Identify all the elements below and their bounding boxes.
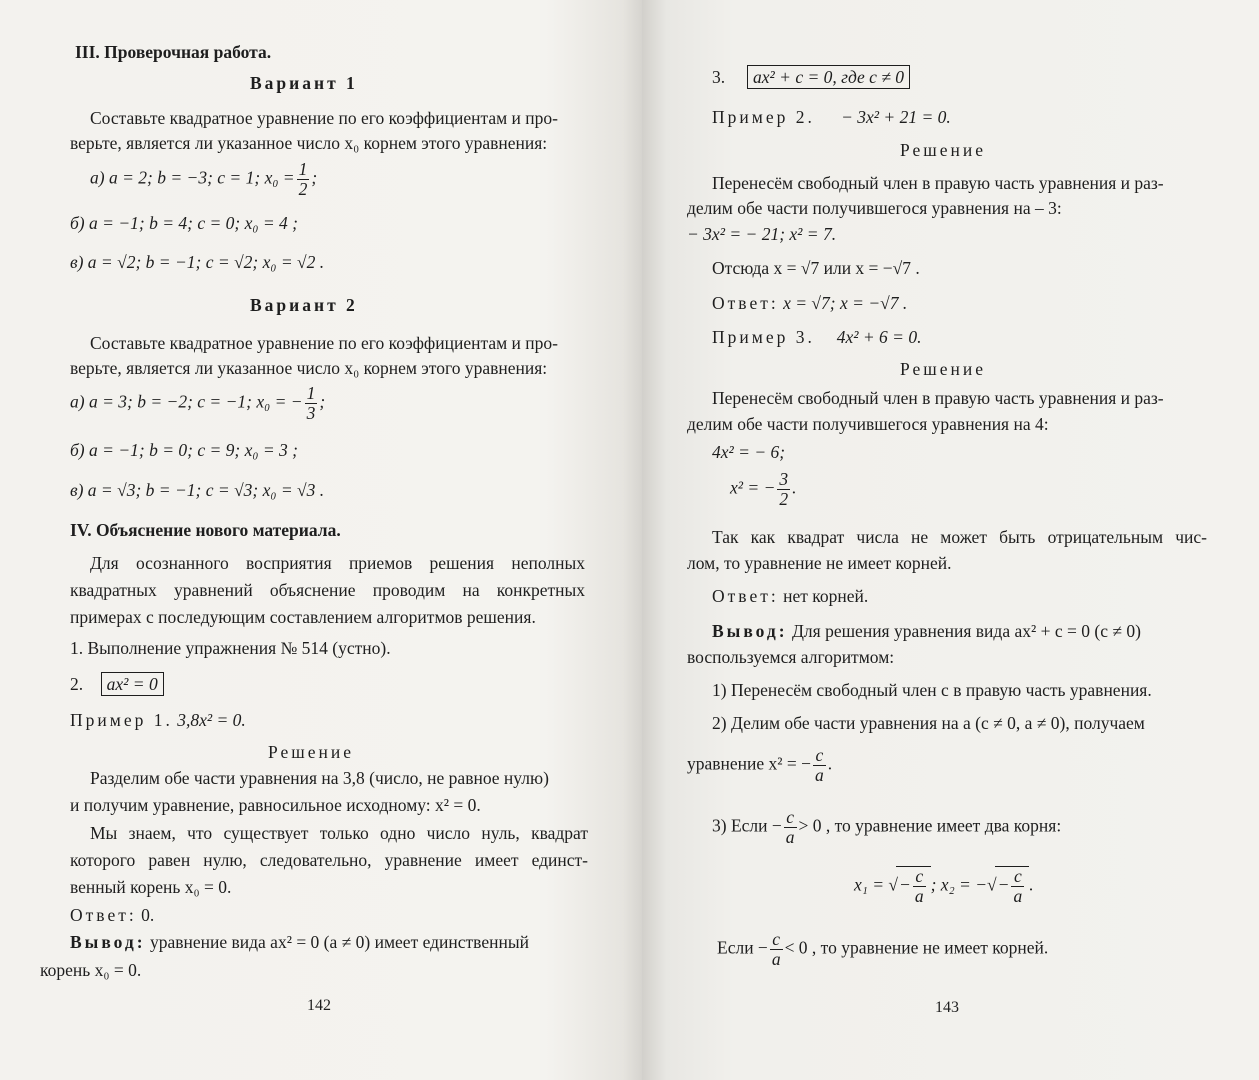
task-text: верьте, является ли указанное число x₀ корнем этого уравнения: <box>70 358 548 378</box>
equation-text: x² = − <box>730 477 776 498</box>
section-title: IV. Объяснение нового материала. <box>70 520 341 540</box>
task-item: в) a = √3; b = −1; c = √3; x₀ = √3 . <box>70 480 325 500</box>
sqrt-sign: √ <box>987 874 997 895</box>
radicand: − $\frac{c}{a}$ <box>995 866 1030 906</box>
section-title: III. Проверочная работа. <box>75 42 272 62</box>
roots-formula <box>854 866 1034 906</box>
variant-title: Вариант 1 <box>250 73 358 93</box>
denominator: a <box>815 765 824 785</box>
equation: Отсюда x = √7 или x = −√7 . <box>712 258 920 278</box>
algorithm-step <box>712 808 1061 847</box>
equation: − 3x² = − 21; x² = 7. <box>687 224 837 244</box>
example-label: Пример 1. <box>70 710 173 730</box>
denominator: a <box>1013 886 1023 906</box>
step-number: 2. <box>70 674 84 694</box>
numerator: c <box>813 746 826 766</box>
conclusion-text: воспользуемся алгоритмом: <box>687 647 895 667</box>
numerator: c <box>913 867 926 887</box>
page-number: 142 <box>307 997 331 1014</box>
condition-text: Если − <box>717 937 768 958</box>
answer-value: x = √7; x = −√7 . <box>783 293 908 313</box>
fraction <box>777 470 790 509</box>
answer <box>712 585 868 607</box>
paragraph-line: и получим уравнение, равносильное исходному: x² = 0. <box>70 795 481 815</box>
fraction <box>297 160 310 199</box>
paragraph-line: Мы знаем, что существует только одно число нуль, квадрат <box>90 823 588 843</box>
answer-value: 0. <box>141 905 155 925</box>
task-item: б) a = −1; b = 0; c = 9; x₀ = 3 ; <box>70 440 298 460</box>
example-label: Пример 3. <box>712 327 815 347</box>
numerator: 3 <box>779 469 789 489</box>
denominator: a <box>914 886 924 906</box>
condition-text: 3) Если − <box>712 815 782 836</box>
conclusion <box>712 620 1141 642</box>
example-equation: 4x² + 6 = 0. <box>836 327 922 347</box>
item-expression: а) a = 3; b = −2; c = −1; x₀ = − <box>70 391 303 412</box>
variant-title: Вариант 2 <box>250 295 358 315</box>
example-equation: 3,8x² = 0. <box>177 710 246 730</box>
paragraph-line: Так как квадрат числа не может быть отрицательным чис- <box>712 527 1207 547</box>
fraction <box>784 808 797 847</box>
condition-text: > 0 , то уравнение имеет два корня: <box>798 815 1062 836</box>
fraction <box>813 746 826 785</box>
paragraph-line: которого равен нулю, следовательно, уравнение имеет единст- <box>70 850 588 870</box>
numerator: c <box>1011 867 1024 887</box>
item-end: ; <box>319 391 326 412</box>
task-text: верьте, является ли указанное число x₀ корнем этого уравнения: <box>70 133 548 153</box>
algorithm-step: 2) Делим обе части уравнения на a (c ≠ 0, a ≠ 0), получаем <box>712 713 1145 733</box>
numerator: c <box>770 930 783 950</box>
answer-label: Ответ: <box>712 293 779 313</box>
algorithm-step <box>687 746 832 785</box>
root-label: x₁ = <box>854 874 889 895</box>
denominator: 3 <box>306 403 316 423</box>
boxed-formula: ax² = 0 <box>101 672 164 696</box>
item-expression: а) a = 2; b = −3; c = 1; x₀ = <box>90 167 295 188</box>
denominator: a <box>771 949 781 969</box>
paragraph-line: квадратных уравнений объяснение проводим на конкретных <box>70 580 585 600</box>
example-heading <box>712 326 922 348</box>
paragraph-line: делим обе части получившегося уравнения на 4: <box>687 414 1049 434</box>
solution-title: Решение <box>900 140 987 160</box>
equation-end: . <box>792 477 797 498</box>
answer <box>70 904 154 926</box>
answer-value: нет корней. <box>783 586 869 606</box>
paragraph-line: венный корень x₀ = 0. <box>70 877 232 897</box>
numerator: c <box>784 808 797 828</box>
radicand: − $\frac{c}{a}$ <box>896 866 931 906</box>
root-label: ; x₂ = − <box>930 874 988 895</box>
equation <box>730 470 797 509</box>
denominator: 2 <box>779 489 789 509</box>
paragraph-line: примерах с последующим составлением алгоритмов решения. <box>70 607 536 627</box>
fraction <box>305 384 318 423</box>
sqrt-sign: √ <box>888 874 899 895</box>
conclusion-text: Для решения уравнения вида ax² + c = 0 (c ≠ 0) <box>791 621 1141 641</box>
answer-label: Ответ: <box>712 586 779 606</box>
numerator: 1 <box>298 159 308 179</box>
denominator: a <box>785 827 795 847</box>
boxed-formula: ax² + c = 0, где c ≠ 0 <box>747 65 910 89</box>
conclusion-label: Вывод: <box>70 932 146 952</box>
solution-title: Решение <box>900 359 987 379</box>
example-label: Пример 2. <box>712 107 815 127</box>
condition-text: < 0 , то уравнение не имеет корней. <box>784 937 1049 958</box>
algorithm-step: 1) Перенесём свободный член c в правую часть уравнения. <box>712 680 1152 700</box>
paragraph-line: Разделим обе части уравнения на 3,8 (число, не равное нулю) <box>90 768 549 788</box>
conclusion-text: корень x₀ = 0. <box>40 960 142 980</box>
paragraph-line: делим обе части получившегося уравнения на – 3: <box>687 198 1062 218</box>
fraction <box>770 930 783 969</box>
right-page <box>642 0 1259 1080</box>
numerator: 1 <box>306 383 316 403</box>
equation: 4x² = − 6; <box>712 442 786 462</box>
task-item: б) a = −1; b = 4; c = 0; x₀ = 4 ; <box>70 213 298 233</box>
denominator: 2 <box>298 179 308 199</box>
equation-end: . <box>827 753 833 774</box>
conclusion-label: Вывод: <box>712 621 788 641</box>
paragraph-line: Перенесём свободный член в правую часть уравнения и раз- <box>712 173 1164 193</box>
task-item: в) a = √2; b = −1; c = √2; x₀ = √2 . <box>70 252 325 272</box>
task-item <box>90 160 317 199</box>
answer <box>712 292 907 314</box>
task-item <box>70 384 325 423</box>
conclusion <box>70 931 529 953</box>
example-heading <box>712 106 951 128</box>
step-text: 1. Выполнение упражнения № 514 (устно). <box>70 638 391 658</box>
step-item <box>712 66 910 88</box>
conclusion-text: уравнение вида ax² = 0 (a ≠ 0) имеет единственный <box>149 932 529 952</box>
equation-end: . <box>1029 874 1034 895</box>
paragraph-line: Для осознанного восприятия приемов решения неполных <box>90 553 585 573</box>
task-text: Составьте квадратное уравнение по его коэффициентам и про- <box>90 108 558 128</box>
paragraph-line: Перенесём свободный член в правую часть уравнения и раз- <box>712 388 1164 408</box>
step-item <box>70 673 164 695</box>
answer-label: Ответ: <box>70 905 137 925</box>
example-heading <box>70 709 246 731</box>
solution-title: Решение <box>268 742 355 762</box>
algorithm-step <box>717 930 1048 969</box>
example-equation: − 3x² + 21 = 0. <box>841 107 951 127</box>
step-number: 3. <box>712 67 726 87</box>
task-text: Составьте квадратное уравнение по его коэффициентам и про- <box>90 333 558 353</box>
paragraph-line: лом, то уравнение не имеет корней. <box>687 553 952 573</box>
page-number: 143 <box>935 999 959 1016</box>
equation-text: уравнение x² = − <box>687 753 812 774</box>
item-end: ; <box>311 167 318 188</box>
